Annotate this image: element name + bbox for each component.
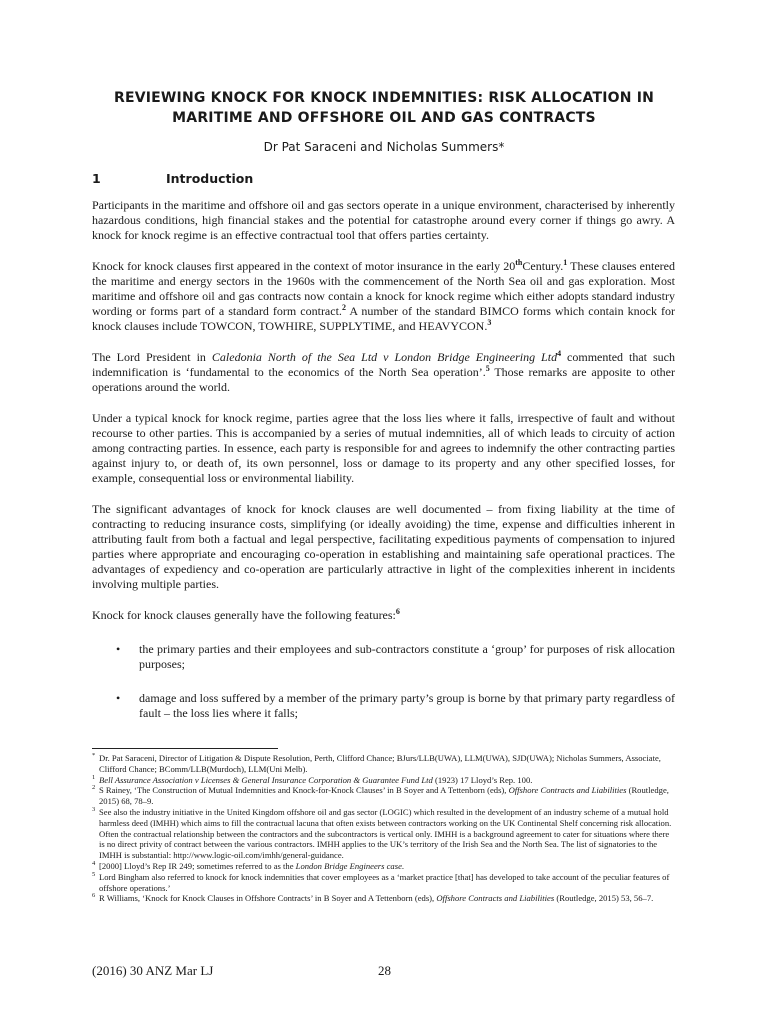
authors-line	[90, 140, 678, 154]
footnote-text: [2000] Lloyd’s Rep IR 249; sometimes referred to as the	[99, 860, 296, 871]
body-text	[92, 198, 675, 740]
paragraph-2-text-b: Century.	[522, 259, 564, 273]
footnotes	[92, 753, 675, 904]
footnote-6	[92, 893, 675, 904]
paragraph-6-text: Knock for knock clauses generally have the following features:	[92, 608, 396, 622]
footnote-mark: 4	[92, 859, 96, 867]
footnote-mark: 1	[92, 773, 96, 781]
footnote-text: R Williams, ‘Knock for Knock Clauses in Offshore Contracts’ in B Soyer and A Tettenborn (eds),	[99, 893, 437, 904]
footnote-text: Offshore Contracts and Liabilities	[508, 785, 627, 796]
paragraph-1: Participants in the maritime and offshore oil and gas sectors operate in a unique environment, characterised by inherently hazardous conditions, high financial stakes and the potential for catastrophe around every corner if things go awry. A knock for knock regime is an effective contractual tool that offers parties certainty.	[92, 198, 675, 242]
footnote-mark: 6	[92, 892, 96, 900]
paragraph-2-text-a: Knock for knock clauses first appeared in the context of motor insurance in the early 20	[92, 259, 516, 273]
footnote-ref-4[interactable]: 4	[557, 349, 562, 358]
footnote-author	[92, 753, 675, 775]
footnote-divider	[92, 748, 278, 749]
footnote-ref-6[interactable]: 6	[395, 607, 400, 616]
paragraph-3-text-b: commented that such indemnification is ‘fundamental to the economics of the North Sea operation’.	[92, 350, 675, 379]
paragraph-6	[92, 608, 675, 623]
footnote-text: London Bridge Engineers case	[295, 860, 402, 871]
ordinal-superscript: th	[515, 258, 523, 267]
list-item-text: damage and loss suffered by a member of the primary party’s group is borne by that primary party regardless of fault – the loss lies where it falls;	[139, 691, 675, 720]
footnote-text: S Rainey, ‘The Construction of Mutual Indemnities and Knock-for-Knock Clauses’ in B Soyer and A Tettenborn (eds),	[99, 785, 509, 796]
list-item	[92, 642, 675, 672]
paragraph-3-text-a: The Lord President in	[92, 350, 212, 364]
title-line-2: MARITIME AND OFFSHORE OIL AND GAS CONTRACTS	[172, 110, 596, 126]
section-heading	[92, 171, 253, 186]
paragraph-3	[92, 350, 675, 395]
footnote-ref-5[interactable]: 5	[485, 364, 490, 373]
footnote-text: Dr. Pat Saraceni, Director of Litigation & Dispute Resolution, Perth, Clifford Chance; BJurs/LLB(UWA), LLM(UWA), SJD(UWA); Nicholas Summers, Associate, Clifford Chance; BComm/LLB(Murdoch), LLM(Uni Melb).	[99, 753, 661, 774]
paragraph-2-text-c: These clauses entered the maritime and energy sectors in the 1960s with the commencement of the North Sea oil and gas exploration. Most maritime and offshore oil and gas contracts now contain a knock for knock regime which either adopts standard industry wording or forms part of a standard form contract.	[92, 259, 675, 318]
footnote-mark: *	[92, 752, 96, 759]
footnote-mark: 2	[92, 784, 96, 792]
title-line-1: REVIEWING KNOCK FOR KNOCK INDEMNITIES: RISK ALLOCATION IN	[113, 90, 655, 106]
paragraph-2-text-d: A number of the standard BIMCO forms which contain knock for knock clauses include TOWCON, TOWHIRE, SUPPLYTIME, and HEAVYCON.	[92, 304, 676, 333]
footer-citation: (2016) 30 ANZ Mar LJ	[92, 963, 214, 978]
footnote-text: Lord Bingham also referred to knock for knock indemnities that cover employees as a ‘market practice [that] has developed to take account of the peculiar features of offshore operations.’	[99, 871, 670, 893]
footnote-text: Offshore Contracts and Liabilities	[436, 893, 555, 904]
footnote-4	[92, 861, 675, 872]
page-number: 28	[378, 963, 391, 978]
paragraph-2	[92, 259, 675, 334]
footnote-text: (Routledge, 2015) 53, 56–7.	[554, 893, 654, 904]
footnote-text: .	[401, 860, 405, 871]
footnote-1	[92, 775, 675, 786]
paragraph-4: Under a typical knock for knock regime, parties agree that the loss lies where it falls, irrespective of fault and without recourse to other parties. This is accompanied by a series of mutual indemnities, all of which leads to circuity of action among contracting parties. In essence, each party is responsible for and agrees to indemnify the other contracting parties against injury to, or death of, its own personnel, loss or damage to its property and any other specified losses, for example, consequential loss or environmental liability.	[92, 411, 675, 485]
footnote-mark: 5	[92, 870, 96, 878]
case-name: Caledonia North of the Sea Ltd v London Bridge Engineering Ltd	[211, 350, 558, 364]
bullet-icon: •	[116, 642, 121, 656]
footnote-text: (1923) 17 Lloyd’s Rep. 100.	[432, 774, 533, 785]
paper-title	[90, 88, 678, 128]
section-number: 1	[92, 171, 101, 186]
features-list	[92, 642, 675, 721]
footnote-text: Bell Assurance Association v Licenses & General Insurance Corporation & Guarantee Fund Ltd	[99, 774, 433, 785]
footnote-text: See also the industry initiative in the United Kingdom offshore oil and gas sector (LOGIC) which resulted in the development of an industry scheme of a mutual hold harmless deed (IMHH) which aims to fill the contractual lacuna that often exists between contractors working on the UK Continental Shelf concerning risk allocation. Often the contractual relationship between the contractors and the subcontractors is vertical only. IMHH is a background agreement to cater for situations where there is no direct privity of contract between the various contractors. IMHH applies to the UK’s territory of the Irish Sea and the North Sea. The list of signatories to the IMHH is substantial: http://www.logic-oil.com/imhh/general-guidance.	[99, 806, 672, 861]
section-title: Introduction	[166, 171, 254, 186]
list-item-text: the primary parties and their employees and sub-contractors constitute a ‘group’ for purposes of risk allocation purposes;	[139, 642, 675, 671]
footnote-mark: 3	[92, 805, 96, 813]
list-item	[92, 691, 675, 721]
footnote-ref-1[interactable]: 1	[563, 258, 568, 267]
footnote-text: (Routledge, 2015) 68, 78–9.	[99, 785, 669, 807]
footnote-5	[92, 872, 675, 894]
bullet-icon: •	[116, 691, 121, 705]
footnote-3	[92, 807, 675, 861]
authors-footnote-mark: *	[498, 140, 505, 154]
paragraph-3-text-c: Those remarks are apposite to other operations around the world.	[92, 365, 675, 394]
authors-text: Dr Pat Saraceni and Nicholas Summers	[263, 140, 499, 154]
paragraph-5: The significant advantages of knock for knock clauses are well documented – from fixing liability at the time of contracting to reducing insurance costs, simplifying (or ideally avoiding) the time, expense and difficulties inherent in attributing fault from both a factual and legal perspective, facilitating expeditious payments of compensation to injured parties where appropriate and encouraging co-operation in establishing and maintaining safe operational practices. The advantages of expediency and co-operation are particularly attractive in light of the complexities inherent in incidents involving multiple parties.	[92, 502, 675, 591]
footnote-2	[92, 785, 675, 807]
footnote-ref-3[interactable]: 3	[487, 318, 492, 327]
footnote-ref-2[interactable]: 2	[341, 303, 346, 312]
